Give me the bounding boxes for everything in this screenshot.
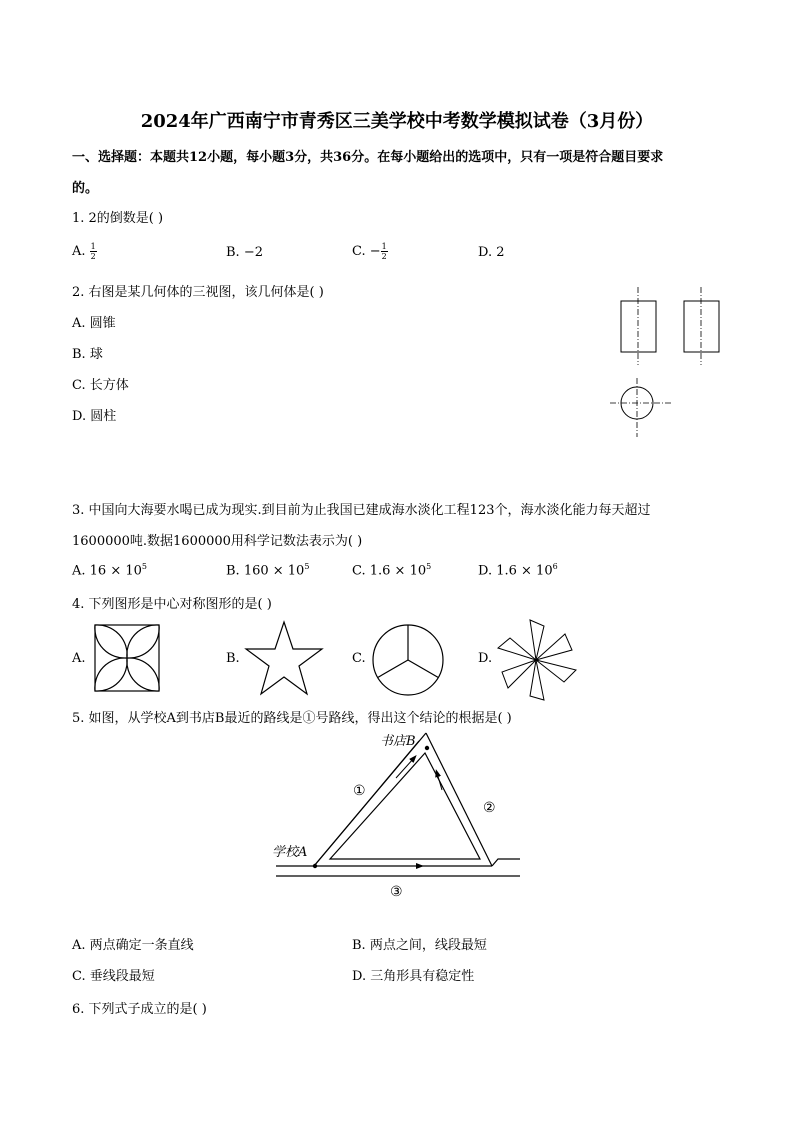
route-label-2: ② [483,800,496,816]
route-label-3: ③ [390,884,403,900]
q5-option-b: B. 两点之间，线段最短 [352,938,487,953]
q2-option-c: C. 长方体 [72,378,129,393]
q4-option-c: C. [352,651,366,666]
point-a [313,864,317,868]
q3-stem-line1: 3. 中国向大海要水喝已成为现实.到目前为止我国已建成海水淡化工程123个，海水淡化能力每天超过 [72,503,651,518]
q3-option-d: D. $1.6 \times 10^6$ [478,562,558,579]
q2-option-b: B. 球 [72,347,103,362]
page-title: 2024年广西南宁市青秀区三美学校中考数学模拟试卷（3月份） [140,111,654,132]
q4-option-b: B. [226,651,240,666]
q4-stem: 4. 下列图形是中心对称图形的是( ) [72,597,272,612]
label-bookstore-b: 书店B [380,734,416,749]
q5-option-d: D. 三角形具有稳定性 [352,969,475,984]
section-heading: 一、选择题：本题共12小题，每小题3分，共36分。在每小题给出的选项中，只有一项是符合题目要求 [72,150,664,165]
q1-option-b: B. −2 [226,245,263,260]
three-view-figure [600,285,740,445]
point-b [425,746,429,750]
q2-stem: 2. 右图是某几何体的三视图，该几何体是( ) [72,285,324,300]
q1-stem: 1. 2的倒数是( ) [72,211,164,226]
q2-option-a: A. 圆锥 [72,316,116,331]
q3-stem-line2: 1600000吨.数据1600000用科学记数法表示为( ) [72,534,363,549]
q4-figure-c-circle-thirds [371,623,445,697]
q5-stem: 5. 如图，从学校A到书店B最近的路线是①号路线，得出这个结论的根据是( ) [72,711,512,726]
q1-option-d: D. 2 [478,245,505,260]
q3-option-c: C. $1.6 \times 10^5$ [352,562,432,579]
q4-figure-a-square-petals [94,624,160,692]
q1-option-c: C. − $\frac{1}{2}$ [352,242,387,261]
route-map-figure [270,728,530,908]
route-label-1: ① [353,783,366,799]
q3-option-b: B. $160 \times 10^5$ [226,562,310,579]
q5-option-a: A. 两点确定一条直线 [72,938,194,953]
q4-figure-b-star [244,620,324,696]
q3-option-a: A. $16 \times 10^5$ [72,562,147,579]
q1-option-a: A. $\frac{1}{2}$ [72,242,96,261]
label-school-a: 学校A [272,845,308,860]
q6-stem: 6. 下列式子成立的是( ) [72,1002,207,1017]
section-heading-cont: 的。 [72,181,99,196]
q4-option-d: D. [478,651,493,666]
q4-figure-d-pinwheel [498,618,578,702]
q4-option-a: A. [72,651,86,666]
q2-option-d: D. 圆柱 [72,409,117,424]
q5-option-c: C. 垂线段最短 [72,969,155,984]
